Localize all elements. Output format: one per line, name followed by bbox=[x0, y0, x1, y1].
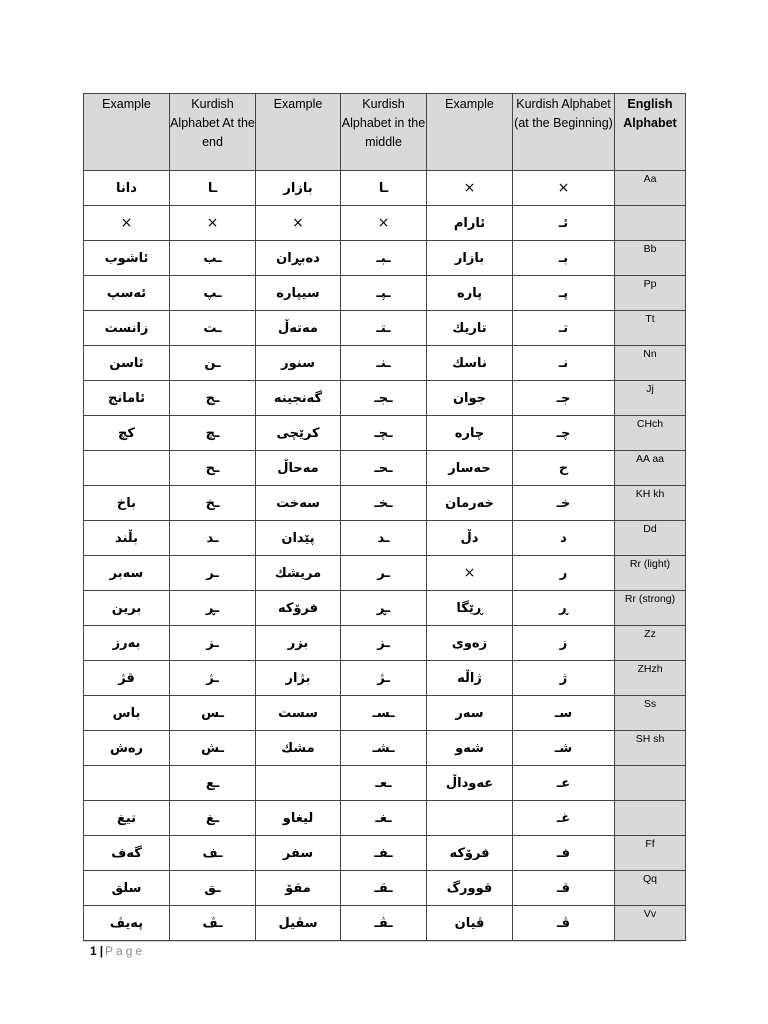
example-end-cell: سلق bbox=[84, 871, 170, 906]
example-middle-cell: × bbox=[256, 206, 341, 241]
example-middle-cell: مقۆ bbox=[256, 871, 341, 906]
table-row bbox=[84, 486, 686, 521]
english-letter-cell bbox=[615, 206, 686, 241]
kurdish-end-cell: ـا bbox=[170, 171, 256, 206]
example-end-cell: ئەسپ bbox=[84, 276, 170, 311]
example-beginning-cell: ئارام bbox=[427, 206, 513, 241]
kurdish-middle-cell: ـز bbox=[341, 626, 427, 661]
example-beginning-cell: ناسك bbox=[427, 346, 513, 381]
kurdish-end-cell: ـڤ bbox=[170, 906, 256, 941]
english-letter-cell: Rr (light) bbox=[615, 556, 686, 591]
kurdish-beginning-cell: د bbox=[513, 521, 615, 556]
table-row bbox=[84, 731, 686, 766]
kurdish-beginning-cell: ر bbox=[513, 556, 615, 591]
table-row bbox=[84, 871, 686, 906]
english-letter-cell: Nn bbox=[615, 346, 686, 381]
example-middle-cell: بازار bbox=[256, 171, 341, 206]
header-example-middle: Example bbox=[256, 94, 341, 171]
kurdish-end-cell: ـن bbox=[170, 346, 256, 381]
table-row bbox=[84, 696, 686, 731]
english-letter-cell: Pp bbox=[615, 276, 686, 311]
table-row bbox=[84, 766, 686, 801]
english-letter-cell: AA aa bbox=[615, 451, 686, 486]
example-beginning-cell: حەسار bbox=[427, 451, 513, 486]
kurdish-end-cell: ـغ bbox=[170, 801, 256, 836]
kurdish-end-cell: ـج bbox=[170, 381, 256, 416]
table-row bbox=[84, 906, 686, 941]
kurdish-beginning-cell: بـ bbox=[513, 241, 615, 276]
example-beginning-cell: تاریك bbox=[427, 311, 513, 346]
kurdish-end-cell: ـر bbox=[170, 556, 256, 591]
example-middle-cell: کرێچی bbox=[256, 416, 341, 451]
header-row bbox=[84, 94, 686, 171]
kurdish-beginning-cell: غـ bbox=[513, 801, 615, 836]
example-middle-cell: مەحاڵ bbox=[256, 451, 341, 486]
kurdish-beginning-cell: جـ bbox=[513, 381, 615, 416]
example-middle-cell: سفر bbox=[256, 836, 341, 871]
english-letter-cell: Aa bbox=[615, 171, 686, 206]
english-letter-cell: Dd bbox=[615, 521, 686, 556]
header-kurdish-beginning: Kurdish Alphabet (at the Beginning) bbox=[513, 94, 615, 171]
kurdish-beginning-cell: سـ bbox=[513, 696, 615, 731]
example-end-cell: بەرز bbox=[84, 626, 170, 661]
kurdish-end-cell: ـت bbox=[170, 311, 256, 346]
example-middle-cell: بژار bbox=[256, 661, 341, 696]
kurdish-middle-cell: ـڕ bbox=[341, 591, 427, 626]
kurdish-end-cell: ـز bbox=[170, 626, 256, 661]
table-row bbox=[84, 171, 686, 206]
example-beginning-cell: چارە bbox=[427, 416, 513, 451]
kurdish-beginning-cell: ز bbox=[513, 626, 615, 661]
example-beginning-cell: عەوداڵ bbox=[427, 766, 513, 801]
table-row bbox=[84, 661, 686, 696]
kurdish-end-cell: ـد bbox=[170, 521, 256, 556]
table-row bbox=[84, 556, 686, 591]
example-end-cell: برین bbox=[84, 591, 170, 626]
table-header bbox=[84, 94, 686, 171]
table-row bbox=[84, 416, 686, 451]
kurdish-beginning-cell: شـ bbox=[513, 731, 615, 766]
example-beginning-cell: پارە bbox=[427, 276, 513, 311]
kurdish-beginning-cell: عـ bbox=[513, 766, 615, 801]
kurdish-middle-cell: ـر bbox=[341, 556, 427, 591]
kurdish-middle-cell: ـقـ bbox=[341, 871, 427, 906]
english-letter-cell bbox=[615, 766, 686, 801]
kurdish-beginning-cell: × bbox=[513, 171, 615, 206]
english-letter-cell: Zz bbox=[615, 626, 686, 661]
table-row bbox=[84, 451, 686, 486]
example-beginning-cell: جوان bbox=[427, 381, 513, 416]
example-beginning-cell: ڤیان bbox=[427, 906, 513, 941]
example-end-cell: دانا bbox=[84, 171, 170, 206]
english-letter-cell: ZHzh bbox=[615, 661, 686, 696]
kurdish-end-cell: ـق bbox=[170, 871, 256, 906]
example-end-cell: رەش bbox=[84, 731, 170, 766]
kurdish-middle-cell: ـغـ bbox=[341, 801, 427, 836]
example-beginning-cell: فرۆکە bbox=[427, 836, 513, 871]
example-beginning-cell: شەو bbox=[427, 731, 513, 766]
table-row bbox=[84, 381, 686, 416]
kurdish-middle-cell: ـشـ bbox=[341, 731, 427, 766]
kurdish-middle-cell: ـبـ bbox=[341, 241, 427, 276]
english-letter-cell: Vv bbox=[615, 906, 686, 941]
example-beginning-cell: خەرمان bbox=[427, 486, 513, 521]
kurdish-beginning-cell: خـ bbox=[513, 486, 615, 521]
page-label: Page bbox=[105, 944, 146, 958]
example-end-cell: باس bbox=[84, 696, 170, 731]
kurdish-beginning-cell: ڕ bbox=[513, 591, 615, 626]
kurdish-middle-cell: ـنـ bbox=[341, 346, 427, 381]
page-number: 1 bbox=[90, 944, 97, 958]
footer-divider bbox=[83, 941, 681, 942]
kurdish-end-cell: ـس bbox=[170, 696, 256, 731]
english-letter-cell: Ss bbox=[615, 696, 686, 731]
example-middle-cell: سەخت bbox=[256, 486, 341, 521]
table-row bbox=[84, 591, 686, 626]
kurdish-end-cell: × bbox=[170, 206, 256, 241]
example-middle-cell: بزر bbox=[256, 626, 341, 661]
kurdish-middle-cell: ـپـ bbox=[341, 276, 427, 311]
english-letter-cell: Rr (strong) bbox=[615, 591, 686, 626]
example-beginning-cell: زەوی bbox=[427, 626, 513, 661]
kurdish-middle-cell: ـچـ bbox=[341, 416, 427, 451]
kurdish-middle-cell: ـعـ bbox=[341, 766, 427, 801]
kurdish-beginning-cell: ڤـ bbox=[513, 906, 615, 941]
table-row bbox=[84, 276, 686, 311]
header-kurdish-end: Kurdish Alphabet At the end bbox=[170, 94, 256, 171]
table-row bbox=[84, 241, 686, 276]
english-letter-cell: Ff bbox=[615, 836, 686, 871]
english-letter-cell: KH kh bbox=[615, 486, 686, 521]
example-end-cell: پەیڤ bbox=[84, 906, 170, 941]
example-middle-cell: گەنجینە bbox=[256, 381, 341, 416]
kurdish-beginning-cell: فـ bbox=[513, 836, 615, 871]
example-beginning-cell: دڵ bbox=[427, 521, 513, 556]
kurdish-beginning-cell: ح bbox=[513, 451, 615, 486]
kurdish-middle-cell: ـڤـ bbox=[341, 906, 427, 941]
table-row bbox=[84, 836, 686, 871]
example-end-cell: قژ bbox=[84, 661, 170, 696]
kurdish-end-cell: ـش bbox=[170, 731, 256, 766]
english-letter-cell: Tt bbox=[615, 311, 686, 346]
example-middle-cell: سڤیل bbox=[256, 906, 341, 941]
header-example-end: Example bbox=[84, 94, 170, 171]
english-letter-cell: SH sh bbox=[615, 731, 686, 766]
example-end-cell: تیغ bbox=[84, 801, 170, 836]
example-end-cell: ئاشوب bbox=[84, 241, 170, 276]
example-beginning-cell: × bbox=[427, 556, 513, 591]
kurdish-end-cell: ـب bbox=[170, 241, 256, 276]
kurdish-end-cell: ـع bbox=[170, 766, 256, 801]
english-letter-cell: Bb bbox=[615, 241, 686, 276]
example-middle-cell: مشك bbox=[256, 731, 341, 766]
example-end-cell: زانست bbox=[84, 311, 170, 346]
footer-separator: | bbox=[99, 944, 104, 958]
example-middle-cell: سیپارە bbox=[256, 276, 341, 311]
kurdish-end-cell: ـف bbox=[170, 836, 256, 871]
example-middle-cell: لیغاو bbox=[256, 801, 341, 836]
header-example-beginning: Example bbox=[427, 94, 513, 171]
kurdish-beginning-cell: پـ bbox=[513, 276, 615, 311]
kurdish-middle-cell: × bbox=[341, 206, 427, 241]
english-letter-cell: Qq bbox=[615, 871, 686, 906]
table-body bbox=[84, 171, 686, 941]
header-english-alphabet: English Alphabet bbox=[615, 94, 686, 171]
example-end-cell bbox=[84, 451, 170, 486]
english-letter-cell bbox=[615, 801, 686, 836]
example-end-cell bbox=[84, 766, 170, 801]
english-letter-cell: CHch bbox=[615, 416, 686, 451]
kurdish-middle-cell: ـا bbox=[341, 171, 427, 206]
example-beginning-cell: × bbox=[427, 171, 513, 206]
table-row bbox=[84, 206, 686, 241]
example-end-cell: سەبر bbox=[84, 556, 170, 591]
example-middle-cell: مەتەڵ bbox=[256, 311, 341, 346]
kurdish-end-cell: ـژ bbox=[170, 661, 256, 696]
example-end-cell: بڵند bbox=[84, 521, 170, 556]
example-middle-cell: دەبڕان bbox=[256, 241, 341, 276]
example-end-cell: گەف bbox=[84, 836, 170, 871]
example-beginning-cell: بازار bbox=[427, 241, 513, 276]
kurdish-middle-cell: ـفـ bbox=[341, 836, 427, 871]
example-beginning-cell: ڕێگا bbox=[427, 591, 513, 626]
alphabet-table bbox=[83, 93, 686, 941]
kurdish-beginning-cell: ئـ bbox=[513, 206, 615, 241]
example-end-cell: باخ bbox=[84, 486, 170, 521]
example-end-cell: کچ bbox=[84, 416, 170, 451]
example-middle-cell: فرۆکە bbox=[256, 591, 341, 626]
english-letter-cell: Jj bbox=[615, 381, 686, 416]
kurdish-end-cell: ـڕ bbox=[170, 591, 256, 626]
kurdish-middle-cell: ـخـ bbox=[341, 486, 427, 521]
example-middle-cell: مریشك bbox=[256, 556, 341, 591]
kurdish-middle-cell: ـد bbox=[341, 521, 427, 556]
example-middle-cell: سنور bbox=[256, 346, 341, 381]
kurdish-end-cell: ـپ bbox=[170, 276, 256, 311]
example-middle-cell: پێدان bbox=[256, 521, 341, 556]
kurdish-beginning-cell: نـ bbox=[513, 346, 615, 381]
kurdish-middle-cell: ـژ bbox=[341, 661, 427, 696]
kurdish-beginning-cell: قـ bbox=[513, 871, 615, 906]
table-row bbox=[84, 311, 686, 346]
header-kurdish-middle: Kurdish Alphabet in the middle bbox=[341, 94, 427, 171]
kurdish-end-cell: ـخ bbox=[170, 486, 256, 521]
example-beginning-cell: ژاڵە bbox=[427, 661, 513, 696]
example-end-cell: × bbox=[84, 206, 170, 241]
page-footer bbox=[90, 944, 145, 958]
kurdish-beginning-cell: چـ bbox=[513, 416, 615, 451]
kurdish-beginning-cell: تـ bbox=[513, 311, 615, 346]
example-beginning-cell bbox=[427, 801, 513, 836]
example-beginning-cell: سەر bbox=[427, 696, 513, 731]
table-row bbox=[84, 521, 686, 556]
kurdish-end-cell: ـچ bbox=[170, 416, 256, 451]
kurdish-middle-cell: ـجـ bbox=[341, 381, 427, 416]
example-end-cell: ئاسن bbox=[84, 346, 170, 381]
kurdish-end-cell: ـح bbox=[170, 451, 256, 486]
kurdish-beginning-cell: ژ bbox=[513, 661, 615, 696]
table-row bbox=[84, 626, 686, 661]
kurdish-middle-cell: ـتـ bbox=[341, 311, 427, 346]
table-row bbox=[84, 346, 686, 381]
table-row bbox=[84, 801, 686, 836]
example-beginning-cell: قوورگ bbox=[427, 871, 513, 906]
example-middle-cell: سست bbox=[256, 696, 341, 731]
kurdish-middle-cell: ـسـ bbox=[341, 696, 427, 731]
example-end-cell: ئامانج bbox=[84, 381, 170, 416]
example-middle-cell bbox=[256, 766, 341, 801]
kurdish-middle-cell: ـحـ bbox=[341, 451, 427, 486]
